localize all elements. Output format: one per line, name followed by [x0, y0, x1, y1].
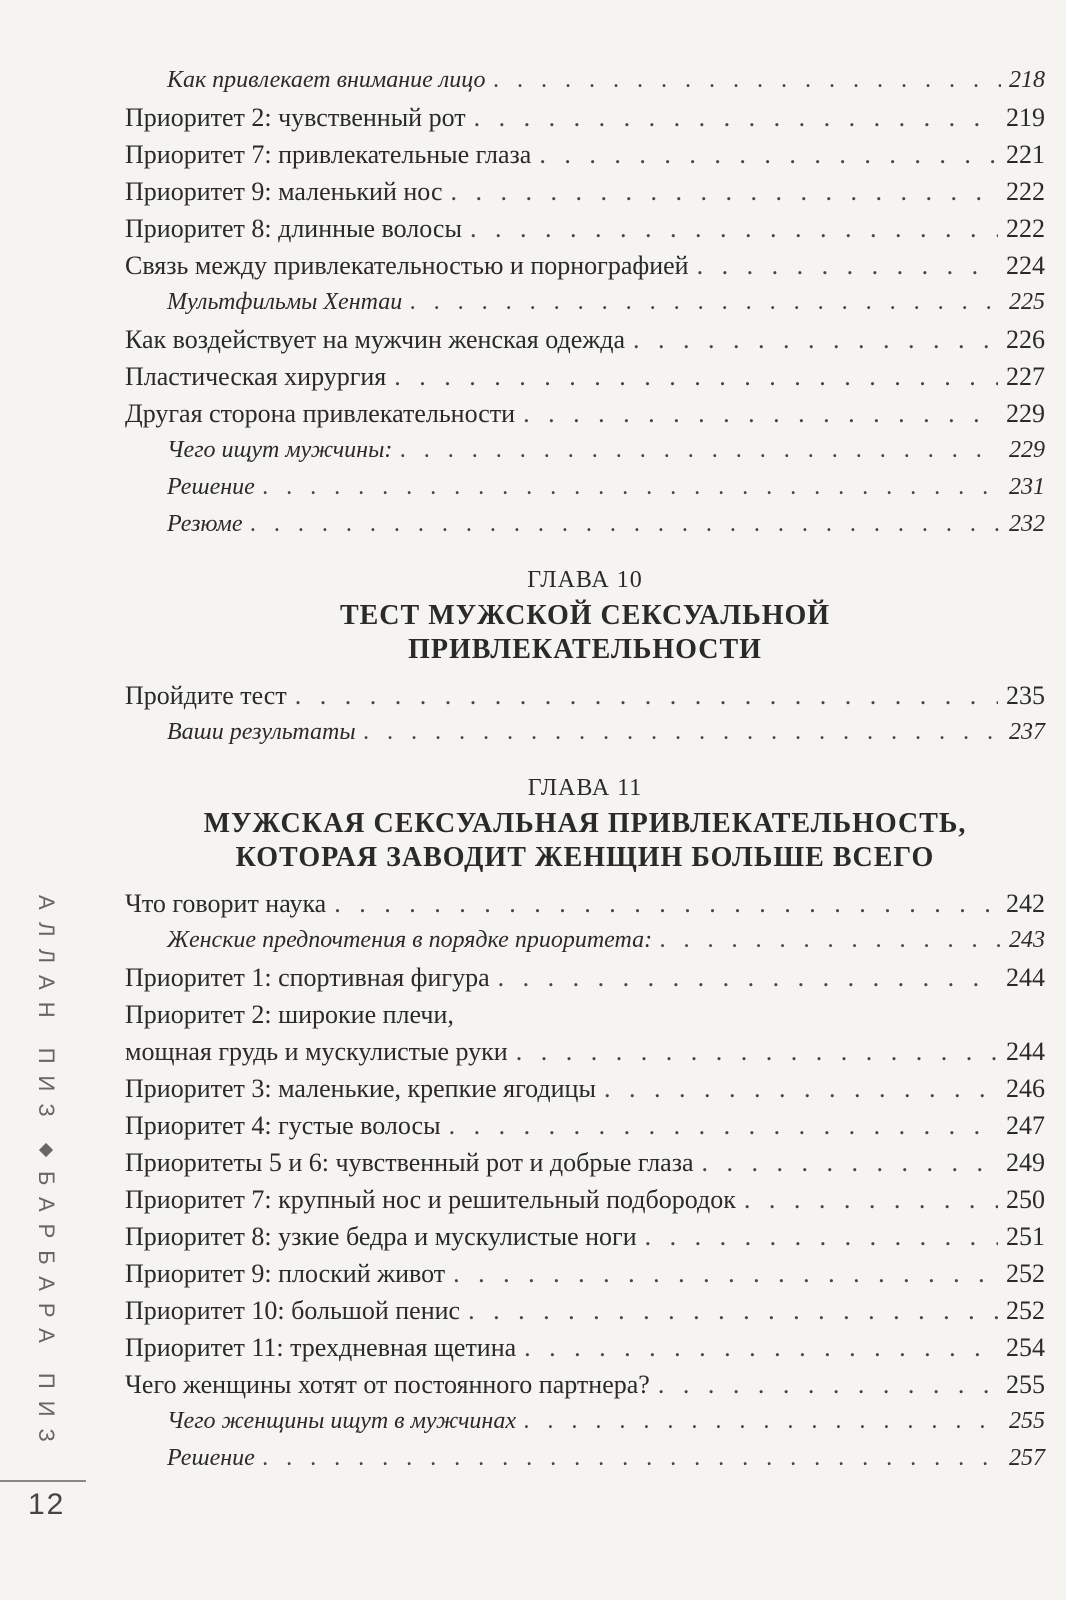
toc-leader-dots [449, 1107, 998, 1144]
toc-leader-dots [524, 1403, 1001, 1440]
toc-entry-page: 229 [1009, 437, 1045, 463]
toc-entry-page: 225 [1009, 289, 1045, 315]
toc-entry-title: Приоритет 11: трехдневная щетина [125, 1333, 517, 1362]
toc-entry [125, 432, 1045, 469]
toc-entry-page: 226 [1006, 325, 1045, 354]
chapter-10-entries [125, 677, 1045, 751]
toc-leader-dots [263, 1440, 1001, 1477]
toc-entry-page: 252 [1006, 1259, 1045, 1288]
toc-entry-page: 237 [1009, 719, 1045, 745]
toc-leader-dots [394, 358, 998, 395]
toc-leader-dots [697, 247, 998, 284]
toc-leader-dots [604, 1070, 998, 1107]
toc-entry-title-line2: мощная грудь и мускулистые руки [125, 1037, 508, 1066]
toc-entry [125, 62, 1045, 99]
chapter-11-title-line2: КОТОРАЯ ЗАВОДИТ ЖЕНЩИН БОЛЬШЕ ВСЕГО [235, 842, 935, 873]
toc-entry-page: 227 [1006, 362, 1045, 391]
page-number: 12 [28, 1488, 66, 1521]
toc-leader-dots [450, 173, 998, 210]
toc-leader-dots [410, 284, 1001, 321]
toc-entry [125, 1292, 1045, 1329]
toc-entry [125, 1440, 1045, 1477]
chapter-10-label: ГЛАВА 10 [527, 567, 643, 593]
toc-entry-title: Как привлекает внимание лицо [167, 67, 486, 93]
toc-entry-page: 235 [1006, 681, 1045, 710]
toc-entry [125, 284, 1045, 321]
toc-entry-title: Что говорит наука [125, 889, 327, 918]
toc-entry-title: Приоритет 10: большой пенис [125, 1296, 461, 1325]
toc-entry-title: Приоритет 7: привлекательные глаза [125, 140, 532, 169]
toc-entry [125, 395, 1045, 432]
toc-entry [125, 714, 1045, 751]
diamond-separator-icon [39, 1143, 53, 1157]
chapter-11-title-line1: МУЖСКАЯ СЕКСУАЛЬНАЯ ПРИВЛЕКАТЕЛЬНОСТЬ, [203, 808, 967, 839]
toc-entry-page: 252 [1006, 1296, 1045, 1325]
toc-leader-dots [250, 506, 1001, 543]
toc-entry-page: 231 [1009, 474, 1045, 500]
chapter-10-title-line2: ПРИВЛЕКАТЕЛЬНОСТИ [408, 634, 762, 665]
toc-entry-page: 232 [1009, 511, 1045, 537]
toc-entry-title: Приоритет 4: густые волосы [125, 1111, 441, 1140]
toc-entry-page: 247 [1006, 1111, 1045, 1140]
toc-leader-dots [524, 1329, 998, 1366]
toc-entry-page: 242 [1006, 889, 1045, 918]
toc-leader-dots [539, 136, 998, 173]
toc-entry-title: Решение [167, 1445, 255, 1471]
toc-entry-title: Чего женщины хотят от постоянного партнера? [125, 1370, 650, 1399]
toc-leader-dots [470, 210, 998, 247]
chapter-10-title [125, 599, 1045, 667]
toc-entry-title: Приоритет 8: узкие бедра и мускулистые ноги [125, 1222, 637, 1251]
toc-entry [125, 210, 1045, 247]
toc-entry-page: 222 [1006, 214, 1045, 243]
toc-leader-dots [744, 1181, 998, 1218]
toc-entry-title: Как воздействует на мужчин женская одежда [125, 325, 625, 354]
toc-entry-title: Связь между привлекательностью и порнографией [125, 251, 689, 280]
toc-entry [125, 173, 1045, 210]
toc-entry-page: 255 [1006, 1370, 1045, 1399]
toc-entry [125, 1181, 1045, 1218]
toc-entry [125, 99, 1045, 136]
toc-entry [125, 247, 1045, 284]
toc-leader-dots [295, 677, 998, 714]
toc-entry [125, 136, 1045, 173]
toc-entry-page: 255 [1009, 1408, 1045, 1434]
toc-entry-page: 244 [1006, 963, 1045, 992]
toc-leader-dots [400, 432, 1001, 469]
chapter-10-title-line1: ТЕСТ МУЖСКОЙ СЕКСУАЛЬНОЙ [339, 600, 831, 631]
chapter-11-entries-a [125, 885, 1045, 996]
toc-entry-title: Приоритеты 5 и 6: чувственный рот и добрые глаза [125, 1148, 694, 1177]
toc-entry-title: Резюме [167, 511, 243, 537]
toc-entry [125, 358, 1045, 395]
toc-entry-title: Пройдите тест [125, 681, 287, 710]
toc-entry [125, 885, 1045, 922]
toc-leader-dots [660, 922, 1001, 959]
toc-entry [125, 1329, 1045, 1366]
toc-leader-dots [516, 1033, 998, 1070]
toc-leader-dots [334, 885, 998, 922]
toc-entry-title: Чего ищут мужчины: [167, 437, 393, 463]
toc-entry [125, 506, 1045, 543]
toc-entry [125, 469, 1045, 506]
toc-leader-dots [263, 469, 1001, 506]
toc-entry [125, 1107, 1045, 1144]
toc-entry-title: Другая сторона привлекательности [125, 399, 516, 428]
toc-leader-dots [633, 321, 998, 358]
toc-entry-title: Решение [167, 474, 255, 500]
toc-entry-page: 221 [1006, 140, 1045, 169]
folio-rule [0, 1480, 86, 1482]
toc-leader-dots [468, 1292, 998, 1329]
toc-leader-dots [658, 1366, 998, 1403]
toc-entry-page: 246 [1006, 1074, 1045, 1103]
toc-entry [125, 321, 1045, 358]
toc-leader-dots [364, 714, 1001, 751]
author-allan: АЛЛАН ПИЗ [34, 895, 59, 1129]
toc-entry-title: Приоритет 2: чувственный рот [125, 103, 466, 132]
toc-entry [125, 922, 1045, 959]
chapter-11-title [125, 807, 1045, 875]
running-head-authors [26, 895, 66, 1475]
toc-entry-page: 218 [1009, 67, 1045, 93]
toc-leader-dots [498, 959, 998, 996]
toc-entry-page: 254 [1006, 1333, 1045, 1362]
toc-entry [125, 1144, 1045, 1181]
toc-entry-page: 251 [1006, 1222, 1045, 1251]
toc-entry-title: Приоритет 9: маленький нос [125, 177, 443, 206]
table-of-contents [125, 62, 1045, 1477]
toc-entry-page: 257 [1009, 1445, 1045, 1471]
toc-entry-title: Пластическая хирургия [125, 362, 387, 391]
toc-entry [125, 1070, 1045, 1107]
toc-leader-dots [494, 62, 1001, 99]
toc-entry-title: Приоритет 7: крупный нос и решительный подбородок [125, 1185, 736, 1214]
toc-entry-title: Ваши результаты [167, 719, 356, 745]
toc-leader-dots [474, 99, 998, 136]
toc-entry-title-line1: Приоритет 2: широкие плечи, [125, 1000, 454, 1029]
toc-leader-dots [523, 395, 998, 432]
toc-entry-title: Приоритет 1: спортивная фигура [125, 963, 490, 992]
toc-entry-page: 243 [1009, 927, 1045, 953]
chapter-11-entries-b [125, 1070, 1045, 1477]
toc-entry-page: 250 [1006, 1185, 1045, 1214]
toc-entry-page: 224 [1006, 251, 1045, 280]
toc-entry-title: Приоритет 9: плоский живот [125, 1259, 446, 1288]
toc-entry-title: Приоритет 8: длинные волосы [125, 214, 462, 243]
toc-entry [125, 1403, 1045, 1440]
toc-entry-title: Женские предпочтения в порядке приоритета: [167, 927, 653, 953]
toc-entry-title: Чего женщины ищут в мужчинах [167, 1408, 516, 1434]
toc-entry [125, 996, 1045, 1070]
toc-section-top [125, 62, 1045, 543]
chapter-11-label: ГЛАВА 11 [527, 775, 643, 801]
toc-entry [125, 959, 1045, 996]
toc-leader-dots [645, 1218, 998, 1255]
toc-entry [125, 1366, 1045, 1403]
toc-entry-page: 249 [1006, 1148, 1045, 1177]
toc-entry-title: Приоритет 3: маленькие, крепкие ягодицы [125, 1074, 596, 1103]
toc-entry [125, 1218, 1045, 1255]
toc-entry-page: 244 [1006, 1037, 1045, 1066]
toc-entry-title: Мультфильмы Хентаи [167, 289, 403, 315]
toc-entry-page: 222 [1006, 177, 1045, 206]
toc-leader-dots [702, 1144, 998, 1181]
toc-entry-page: 229 [1006, 399, 1045, 428]
author-barbara: БАРБАРА ПИЗ [34, 1170, 59, 1454]
toc-entry [125, 1255, 1045, 1292]
toc-entry-page: 219 [1006, 103, 1045, 132]
toc-entry [125, 677, 1045, 714]
toc-leader-dots [453, 1255, 998, 1292]
